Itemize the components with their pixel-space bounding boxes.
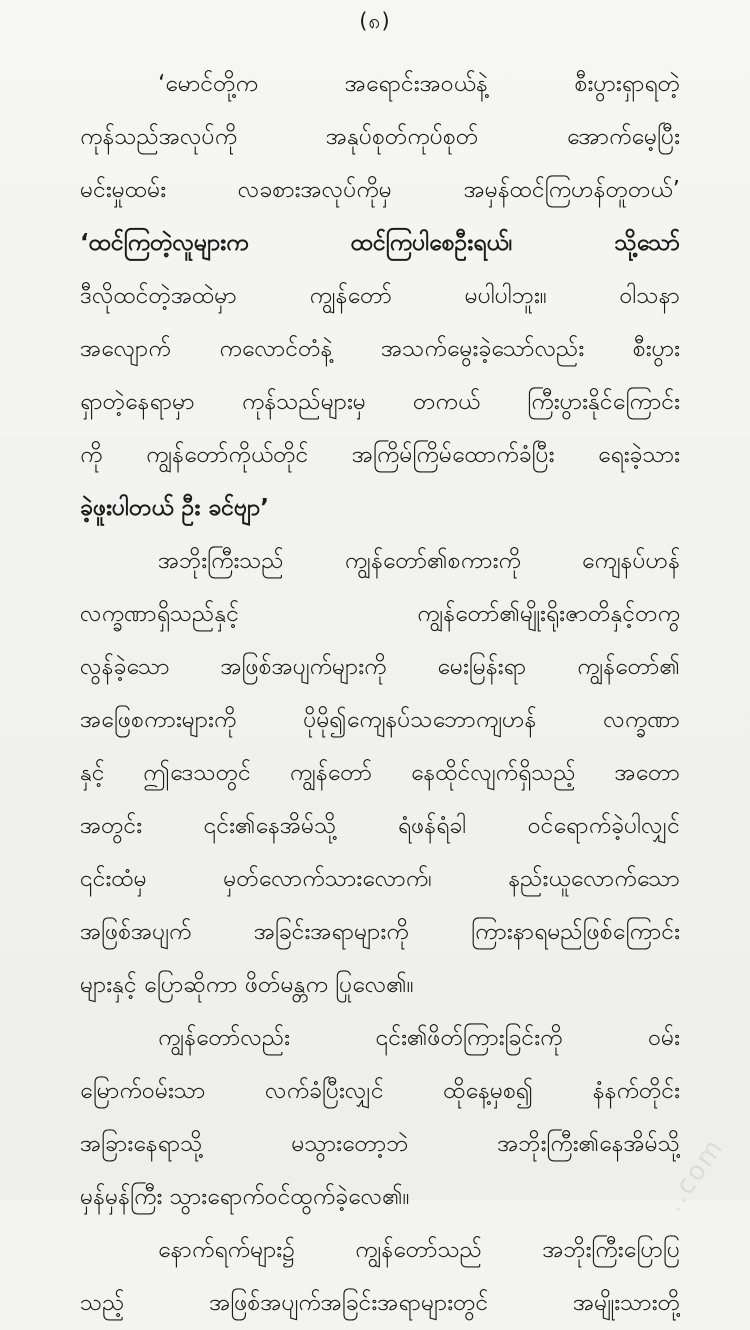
text-line: ‘မောင်တို့က အရောင်းအဝယ်နဲ့ စီးပွားရှာရတဲ့ xyxy=(158,71,680,97)
text-line: အခြားနေရာသို့ မသွားတော့ဘဲ အဘိုးကြီး၏နေအိမ်သို့ xyxy=(80,1131,680,1157)
text-line: မင်းမှုထမ်း လခစားအလုပ်ကိုမှ အမှန်ထင်ကြဟန်တူတယ်’ xyxy=(80,177,680,203)
text-line: လွန်ခဲ့သော အဖြစ်အပျက်များကို မေးမြန်းရာ ကျွန်တော်၏ xyxy=(80,654,680,680)
text-line: အလျောက် ကလောင်တံနဲ့ အသက်မွေးခဲ့သော်လည်း စီးပွား xyxy=(80,336,680,362)
text-line: ၎င်းထံမှ မှတ်လောက်သားလောက်၊ နည်းယူလောက်သော xyxy=(80,866,680,892)
text-line: ကျွန်တော်လည်း ၎င်း၏ဖိတ်ကြားခြင်းကို ဝမ်း xyxy=(158,1025,680,1051)
body-text xyxy=(80,58,680,1330)
text-line: ဒီလိုထင်တဲ့အထဲမှာ ကျွန်တော် မပါပါဘူး။ ဝါသနာ xyxy=(80,283,680,309)
text-line: အဖြစ်အပျက် အခြင်းအရာများကို ကြားနာရမည်ဖြစ်ကြောင်း xyxy=(80,919,680,945)
text-line: များနှင့် ပြောဆိုကာ ဖိတ်မန္တက ပြုလေ၏။ xyxy=(80,972,414,998)
text-line: ကုန်သည်အလုပ်ကို အနုပ်စုတ်ကုပ်စုတ် အောက်မေ့ပြီး xyxy=(80,124,680,150)
text-line: အဖြေစကားများကို ပိုမို၍ကျေနပ်သဘောကျဟန် လက္ခဏာ xyxy=(80,707,680,733)
text-line: အတွင်း ၎င်း၏နေအိမ်သို့ ရံဖန်ရံခါ ဝင်ရောက်ခဲ့ပါလျှင် xyxy=(80,813,680,839)
text-line: ကို ကျွန်တော်ကိုယ်တိုင် အကြိမ်ကြိမ်ထောက်ခံပြီး ရေးခဲ့သား xyxy=(80,442,680,468)
text-line: ရှာတဲ့နေရာမှာ ကုန်သည်များမှ တကယ် ကြီးပွားနိုင်ကြောင်း xyxy=(80,389,680,415)
watermark: ..com xyxy=(658,1132,730,1218)
text-line: မှန်မှန်ကြီး သွားရောက်ဝင်ထွက်ခဲ့လေ၏။ xyxy=(80,1184,410,1210)
text-line: လက္ခဏာရှိသည်နှင့် ကျွန်တော်၏မျိုးရိုးဇာတိနှင့်တကွ xyxy=(80,601,680,627)
text-line: အဘိုးကြီးသည် ကျွန်တော်၏စကားကို ကျေနပ်ဟန် xyxy=(158,548,680,574)
text-line: မြောက်ဝမ်းသာ လက်ခံပြီးလျှင် ထိုနေ့မှစ၍ နံနက်တိုင်း xyxy=(80,1078,680,1104)
text-line: ခဲ့ဖူးပါတယ် ဦး ခင်ဗျာ’ xyxy=(80,495,270,521)
text-line: သည့် အဖြစ်အပျက်အခြင်းအရာများတွင် အမျိုးသားတို့ xyxy=(80,1290,680,1316)
page-number: (၈) xyxy=(359,9,391,33)
text-line: နှင့် ဤဒေသတွင် ကျွန်တော် နေထိုင်လျက်ရှိသည့် အတော xyxy=(80,760,680,786)
text-line: ‘ထင်ကြတဲ့လူများက ထင်ကြပါစေဦးရယ်၊ သို့သော် xyxy=(80,230,680,256)
text-line: နောက်ရက်များ၌ ကျွန်တော်သည် အဘိုးကြီးပြောပြ xyxy=(158,1237,680,1263)
